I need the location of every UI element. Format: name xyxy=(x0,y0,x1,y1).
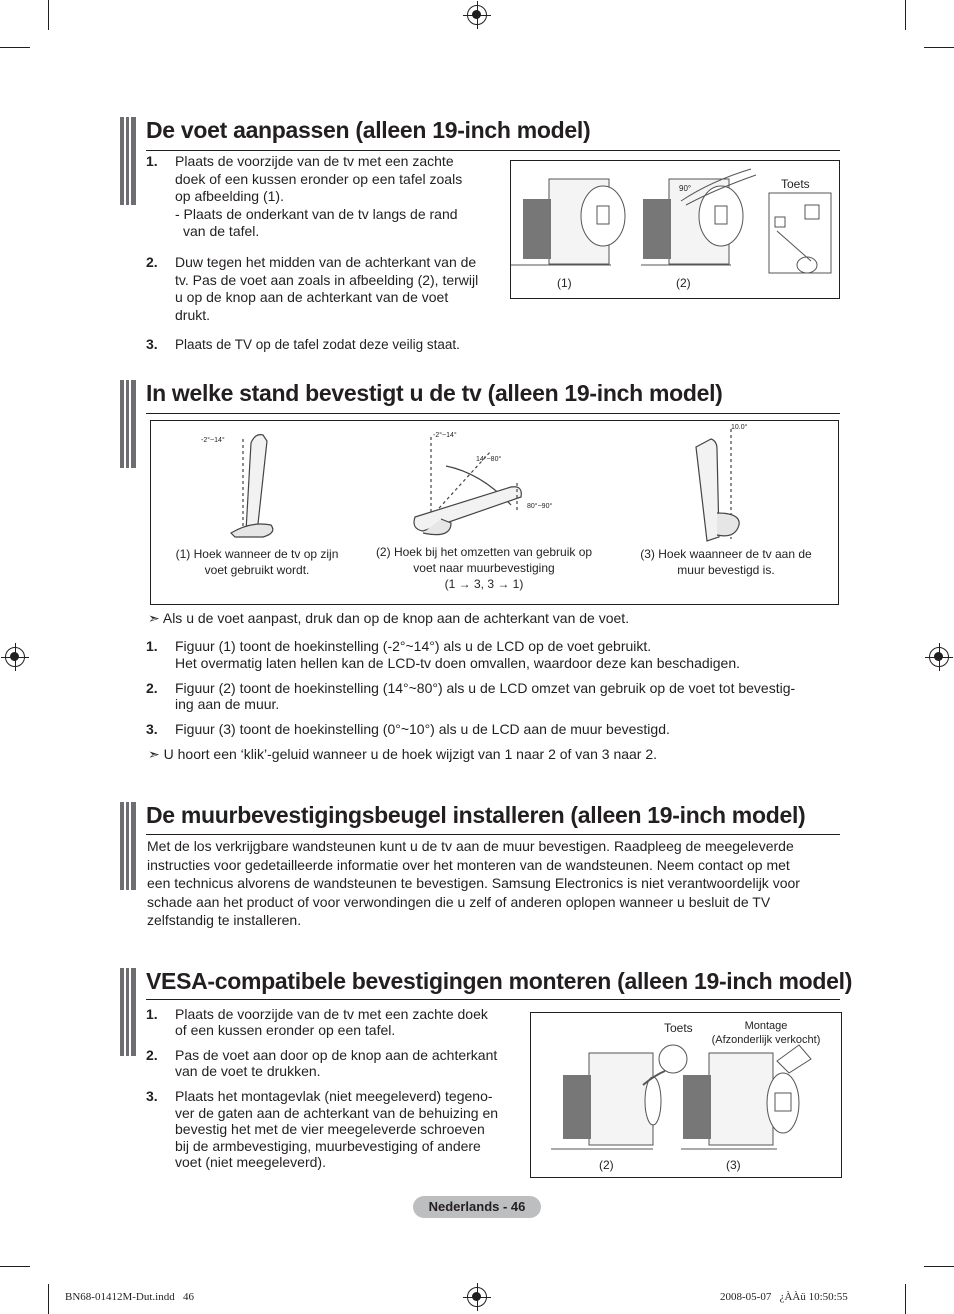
angle-label: -2°~14° xyxy=(201,437,225,444)
crop-mark xyxy=(0,47,30,48)
figure-angles xyxy=(150,420,839,605)
crop-mark xyxy=(924,47,954,48)
registration-mark-icon xyxy=(467,1287,487,1307)
angle-label: -2°~14° xyxy=(433,432,457,439)
mount-callout: Montage (Afzonderlijk verkocht) xyxy=(711,1020,821,1046)
section-marker xyxy=(120,380,136,468)
step-text: Plaats de voorzijde van de tv met een zachte doek of een kussen eronder op een tafel. xyxy=(175,1006,488,1038)
angle-label: 80°~90° xyxy=(527,503,553,510)
step-number: 1. xyxy=(146,1006,158,1022)
divider xyxy=(146,413,840,414)
divider xyxy=(146,834,840,835)
registration-mark-icon xyxy=(5,647,25,667)
section-title: De voet aanpassen (alleen 19-inch model) xyxy=(146,117,591,143)
figure-caption: (3) Hoek waanneer de tv aan de muur bevestigd is. xyxy=(640,547,812,577)
angle-label: 14°~80° xyxy=(476,456,502,463)
figure-label: (1) xyxy=(557,276,572,290)
step-text: Figuur (2) toont de hoekinstelling (14°~80°) als u de LCD omzet van gebruik op de voet tot bevestig- ing aan de muur. xyxy=(175,680,796,712)
step-text: Figuur (1) toont de hoekinstelling (-2°~14°) als u de LCD op de voet gebruikt. Het overmatig laten hellen kan de LCD-tv doen omvallen, waardoor deze kan beschadigen. xyxy=(175,638,741,671)
step-text: Plaats de voorzijde van de tv met een zachte doek of een kussen eronder op een tafel zoals op afbeelding (1). - Plaats de onderkant van de tv langs de rand van de tafel. xyxy=(175,153,463,239)
figure-stand-adjust xyxy=(510,160,840,299)
file-info: BN68-01412M-Dut.indd 46 xyxy=(65,1291,194,1303)
crop-mark xyxy=(48,1284,49,1314)
step-number: 2. xyxy=(146,680,158,696)
step-number: 3. xyxy=(146,1088,158,1104)
angle-label: 10.0° xyxy=(731,424,748,431)
step-number: 2. xyxy=(146,1047,158,1063)
step-text: Plaats de TV op de tafel zodat deze veilig staat. xyxy=(175,337,460,352)
step-text: Pas de voet aan door op de knop aan de achterkant van de voet te drukken. xyxy=(175,1047,498,1079)
registration-mark-icon xyxy=(467,5,487,25)
step-number: 3. xyxy=(146,721,158,737)
step-number: 1. xyxy=(146,153,158,169)
figure-caption: (1) Hoek wanneer de tv op zijn voet gebruikt wordt. xyxy=(175,547,339,577)
divider xyxy=(146,150,840,151)
note-arrow-icon: ➣ xyxy=(148,610,160,626)
body-paragraph: Met de los verkrijgbare wandsteunen kunt u de tv aan de muur bevestigen. Raadpleeg de meegeleverde instructies voor gedetailleerde informatie over het monteren van de wandsteunen. Neem contact op met een technicus alvorens de wandsteunen te bevestigen. Samsung Electronics is niet verantwoordelijk voor schade aan het product of voor verwondingen die u zelf of anderen oplopen wanneer u besluit de TV zelfstandig te installeren. xyxy=(147,838,800,929)
crop-mark xyxy=(905,0,906,30)
figure-label: (2) xyxy=(599,1158,614,1172)
section-title: In welke stand bevestigt u de tv (alleen 19-inch model) xyxy=(146,380,723,406)
section-marker xyxy=(120,117,136,205)
crop-mark xyxy=(905,1284,906,1314)
crop-mark xyxy=(924,1266,954,1267)
note: ➣ U hoort een ‘klik’-geluid wanneer u de hoek wijzigt van 1 naar 2 of van 3 naar 2. xyxy=(148,746,658,762)
step-text: Figuur (3) toont de hoekinstelling (0°~10°) als u de LCD aan de muur bevestigd. xyxy=(175,721,670,737)
step-text: Plaats het montagevlak (niet meegeleverd) tegeno- ver de gaten aan de achterkant van de behuizing en bevestig het met de vier meegeleverde schroeven bij de armbevestiging, muurbevestiging of andere voet (niet meegeleverd). xyxy=(175,1088,499,1171)
section-marker xyxy=(120,968,136,1056)
figure-label: (2) xyxy=(676,276,691,290)
step-number: 3. xyxy=(146,336,158,352)
divider xyxy=(146,999,840,1000)
section-marker xyxy=(120,802,136,890)
button-callout: Toets xyxy=(664,1021,693,1035)
print-date: 2008-05-07 ¿ÀÀü 10:50:55 xyxy=(720,1291,848,1303)
figure-label: (3) xyxy=(726,1158,741,1172)
note-arrow-icon: ➣ xyxy=(148,746,160,762)
step-number: 1. xyxy=(146,638,158,654)
crop-mark xyxy=(48,0,49,30)
crop-mark xyxy=(0,1266,30,1267)
section-title: VESA-compatibele bevestigingen monteren (alleen 19-inch model) xyxy=(146,968,853,994)
angle-label: 90° xyxy=(679,184,692,193)
note: ➣ Als u de voet aanpast, druk dan op de knop aan de achterkant van de voet. xyxy=(148,610,630,626)
figure-vesa-mount xyxy=(530,1012,842,1178)
step-number: 2. xyxy=(146,254,158,270)
page-number-badge: Nederlands - 46 xyxy=(413,1196,541,1218)
step-text: Duw tegen het midden van de achterkant van de tv. Pas de voet aan zoals in afbeelding (2), terwijl u op de knop aan de achterkant van de voet drukt. xyxy=(175,254,479,323)
button-callout: Toets xyxy=(781,177,810,191)
section-title: De muurbevestigingsbeugel installeren (alleen 19-inch model) xyxy=(146,802,806,828)
figure-caption: (2) Hoek bij het omzetten van gebruik op voet naar muurbevestiging (1 → 3, 3 → 1) xyxy=(375,545,593,591)
registration-mark-icon xyxy=(929,647,949,667)
